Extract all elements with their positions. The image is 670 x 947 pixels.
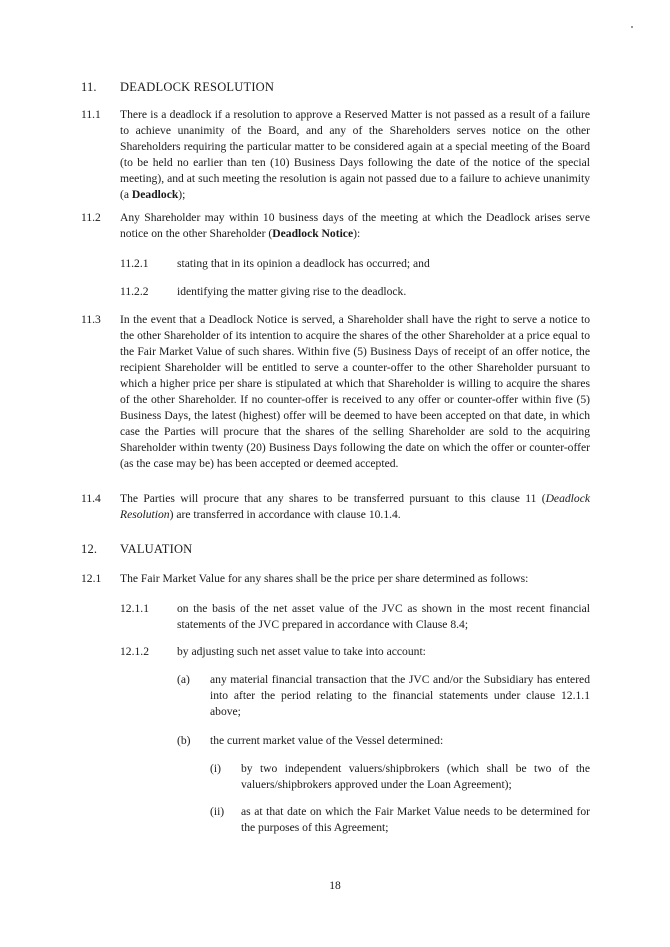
section-title: DEADLOCK RESOLUTION: [120, 80, 275, 94]
clause-number: (b): [177, 734, 191, 747]
clause-number: 11.1: [81, 108, 101, 121]
clause-text: The Fair Market Value for any shares shall be the price per share determined as follows:: [120, 572, 529, 585]
clause-text: as at that date on which the Fair Market Value needs to be determined for the purposes of this Agreement;: [241, 805, 590, 834]
clause-text: on the basis of the net asset value of the JVC as shown in the most recent financial statements of the JVC prepared in accordance with Clause 8.4;: [177, 602, 590, 631]
clause-number: (i): [210, 762, 221, 775]
scan-speck: [631, 26, 633, 28]
section-number: 12.: [81, 542, 98, 556]
clause-number: 11.2.1: [120, 257, 149, 270]
clause-text: In the event that a Deadlock Notice is served, a Shareholder shall have the right to serve a notice to the other Shareholder of its intention to acquire the shares of the other Shareholder at a price equal to the Fair Market Value of such shares. Within five (5) Business Days of receipt of an offer notice, the recipient Shareholder will be entitled to serve a counter-offer to the other Shareholder pursuant to which a higher price per share is stipulated at which that Shareholder is willing to acquire the shares of the other Shareholder. If no counter-offer is received to any offer or counter-offer within five (5) Business Days, the latest (highest) offer will be deemed to have been accepted on that date, in which case the Parties will procure that the shares of the selling Shareholder are sold to the acquiring Shareholder within twenty (20) Business Days following the date on which the offer or counter-offer (as the case may be) has been accepted or deemed accepted.: [120, 313, 590, 470]
clause-number: 12.1.1: [120, 602, 149, 615]
defined-term: Deadlock Notice: [272, 227, 354, 240]
clause-number: 12.1.2: [120, 645, 149, 658]
clause-text: Any Shareholder may within 10 business days of the meeting at which the Deadlock arises serve notice on the other Shareholder (Deadlock Notice):: [120, 211, 590, 240]
page-number: 18: [329, 879, 341, 892]
clause-text: any material financial transaction that the JVC and/or the Subsidiary has entered into after the period relating to the financial statements under clause 12.1.1 above;: [210, 673, 590, 718]
clause-number: (ii): [210, 805, 225, 818]
clause-number: 11.2.2: [120, 285, 149, 298]
clause-text: stating that in its opinion a deadlock has occurred; and: [177, 257, 430, 270]
clause-text: There is a deadlock if a resolution to approve a Reserved Matter is not passed as a result of a failure to achieve unanimity of the Board, and any of the Shareholders serves notice on the other Shareholders requiring the particular matter to be considered again at a special meeting of the Board (to be held no earlier than ten (10) Business Days following the date of the notice of the special meeting), and at such meeting the resolution is again not passed due to a failure to achieve unanimity (a Deadlock);: [120, 108, 590, 201]
clause-text: The Parties will procure that any shares to be transferred pursuant to this clause 11 (Deadlock Resolution) are transferred in accordance with clause 10.1.4.: [120, 492, 590, 521]
clause-text: the current market value of the Vessel determined:: [210, 734, 444, 747]
clause-number: 11.2: [81, 211, 101, 224]
clause-number: (a): [177, 673, 190, 686]
clause-text: by adjusting such net asset value to take into account:: [177, 645, 426, 658]
section-number: 11.: [81, 80, 97, 94]
defined-term: Deadlock: [131, 188, 179, 201]
clause-reference: Deadlock Resolution: [120, 492, 590, 521]
clause-number: 12.1: [81, 572, 102, 585]
section-title: VALUATION: [120, 542, 193, 556]
clause-number: 11.4: [81, 492, 101, 505]
clause-number: 11.3: [81, 313, 101, 326]
clause-text: by two independent valuers/shipbrokers (which shall be two of the valuers/shipbrokers approved under the Loan Agreement);: [241, 762, 590, 791]
clause-text: identifying the matter giving rise to the deadlock.: [177, 285, 407, 298]
